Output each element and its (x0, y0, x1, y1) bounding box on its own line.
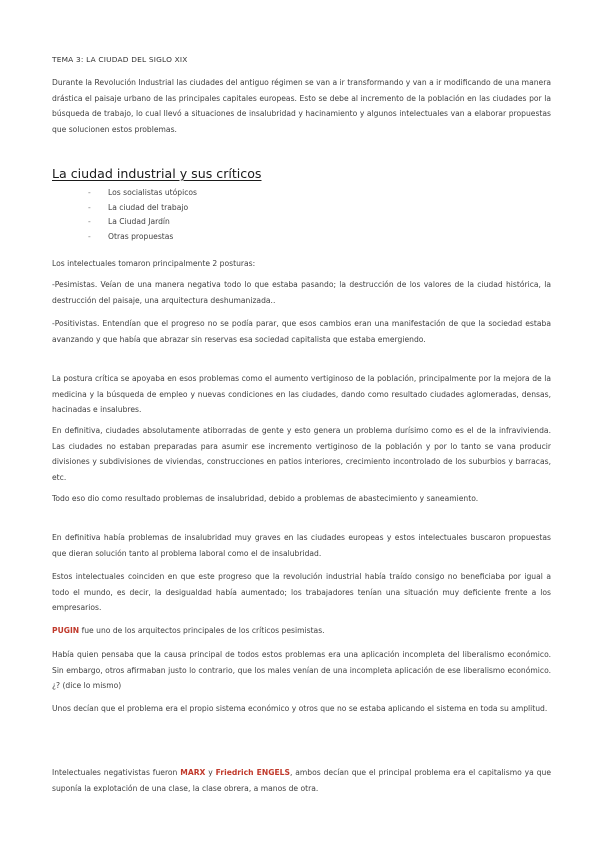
paragraph-pessimists: -Pesimistas. Veían de una manera negativa todo lo que estaba pasando; la destrucción de los valores de la ciudad histórica, la destrucción del paisaje, una arquitectura deshumanizada.. (52, 280, 551, 305)
highlight-name: Friedrich ENGELS (215, 768, 290, 777)
paragraph-critical-stance: La postura crítica se apoyaba en esos problemas como el aumento vertiginoso de la población, principalmente por la mejora de la medicina y la búsqueda de empleo y nuevas condiciones en las ciudades, dando como resultado ciudades aglomeradas, densas, hacinadas e insalubres. (52, 374, 551, 415)
bullet-marker: - (88, 232, 91, 242)
topic-title: TEMA 3: LA CIUDAD DEL SIGLO XIX (52, 55, 188, 64)
paragraph-substandard-housing: En definitiva, ciudades absolutamente atiborradas de gente y esto genera un problema durísimo como es el de la infravivienda. Las ciudades no estaban preparadas para asumir ese incremento vertiginoso de la población y por lo tanto se vana producir divisiones y subdivisiones de viviendas, construcciones en patios interiores, crecimiento incontrolado de los suburbios y barracas, etc. (52, 426, 551, 482)
paragraph-inequality: Estos intelectuales coinciden en que este progreso que la revolución industrial había traído consigo no beneficiaba por igual a todo el mundo, es decir, la desigualdad había aumentado; los trabajadores tenían una situación muy deficiente frente a los empresarios. (52, 572, 551, 613)
paragraph-economic-system: Unos decían que el problema era el propio sistema económico y otros que no se estaba aplicando el sistema en toda su amplitud. (52, 704, 548, 713)
paragraph-pugin: PUGIN fue uno de los arquitectos principales de los críticos pesimistas. (52, 626, 325, 635)
section-heading: La ciudad industrial y sus críticos (52, 166, 262, 181)
bullet-marker: - (88, 188, 91, 197)
paragraph-insalubrity: Todo eso dio como resultado problemas de insalubridad, debido a problemas de abastecimiento y saneamiento. (52, 494, 479, 503)
list-item (88, 186, 197, 201)
paragraph-liberalism: Había quien pensaba que la causa principal de todos estos problemas era una aplicación incompleta del liberalismo económico. Sin embargo, otros afirmaban justo lo contrario, que los males venían de una incompleta aplicación de ese liberalismo económico. ¿? (dice lo mismo) (52, 650, 551, 691)
list-item-label: La Ciudad Jardín (108, 217, 170, 227)
bullet-marker: - (88, 202, 91, 212)
topics-list (88, 186, 197, 245)
paragraph-proposals: En definitiva había problemas de insalubridad muy graves en las ciudades europeas y estos intelectuales buscaron propuestas que dieran solución tanto al problema laboral como el de insalubridad. (52, 533, 551, 558)
highlight-name: MARX (180, 768, 206, 777)
list-item (88, 215, 197, 230)
intro-paragraph: Durante la Revolución Industrial las ciudades del antiguo régimen se van a ir transformando y van a ir modificando de una manera drástica el paisaje urbano de las principales capitales europeas. Esto se debe al incremento de la población en las ciudades por la búsqueda de trabajo, lo cual llevó a situaciones de insalubridad y hacinamiento y algunos intelectuales van a elaborar propuestas que solucionen estos problemas. (52, 78, 551, 134)
paragraph-positivists: -Positivistas. Entendían que el progreso no se podía parar, que esos cambios eran una manifestación de que la sociedad estaba avanzando y que había que abrazar sin reservas esa sociedad capitalista que estaba emergiendo. (52, 319, 551, 344)
list-item-label: Los socialistas utópicos (108, 188, 197, 197)
list-item (88, 201, 197, 216)
highlight-name: PUGIN (52, 626, 80, 635)
paragraph-postures: Los intelectuales tomaron principalmente 2 posturas: (52, 259, 256, 268)
list-item-label: La ciudad del trabajo (108, 202, 189, 212)
list-item-label: Otras propuestas (108, 232, 174, 242)
list-item (88, 230, 197, 245)
paragraph-marx-engels: Intelectuales negativistas fueron MARX y Friedrich ENGELS, ambos decían que el principal problema era el capitalismo ya que suponía la explotación de una clase, la clase obrera, a manos de otra. (52, 768, 551, 793)
bullet-marker: - (88, 217, 91, 227)
